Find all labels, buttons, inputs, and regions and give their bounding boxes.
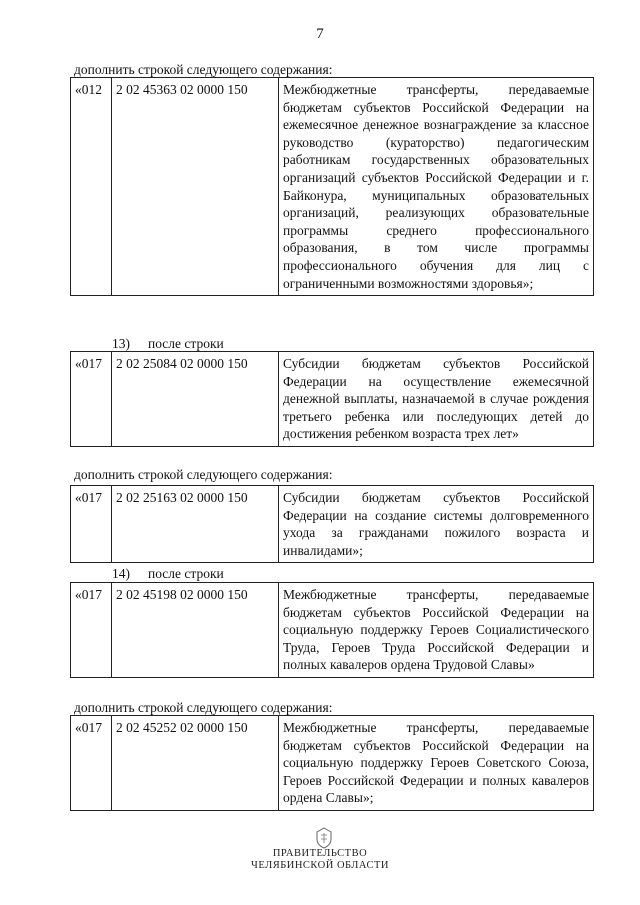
item-text: после строки [148, 566, 224, 581]
footer-line-1: ПРАВИТЕЛЬСТВО [272, 848, 368, 859]
row-kbk: 2 02 25163 02 0000 150 [112, 486, 279, 563]
instruction-text: дополнить строкой следующего содержания: [74, 467, 333, 482]
row-kbk: 2 02 45198 02 0000 150 [112, 583, 279, 678]
budget-row-4 [70, 582, 594, 678]
instruction-text [112, 566, 224, 582]
row-description: Субсидии бюджетам субъектов Российской Федерации на осуществление ежемесячной денежной выплаты, назначаемой в случае рождения третьего ребенка или последующих детей до достижения ребенком возраста трех лет» [279, 352, 594, 447]
row-description: Субсидии бюджетам субъектов Российской Федерации на создание системы долговременного ухода за гражданами пожилого возраста и инвалидами»; [279, 486, 594, 563]
budget-row-5 [70, 715, 594, 811]
footer-line-2: ЧЕЛЯБИНСКОЙ ОБЛАСТИ [251, 860, 389, 871]
instruction-text: дополнить строкой следующего содержания: [74, 62, 333, 77]
row-code: «017 [71, 583, 112, 678]
row-description: Межбюджетные трансферты, передаваемые бюджетам субъектов Российской Федерации на социальную поддержку Героев Советского Союза, Героев Российской Федерации и полных кавалеров ордена Славы»; [279, 716, 594, 811]
coat-of-arms-emblem [312, 826, 336, 850]
row-kbk: 2 02 25084 02 0000 150 [112, 352, 279, 447]
instruction-text [112, 336, 224, 352]
row-code: «017 [71, 486, 112, 563]
item-text: после строки [148, 336, 224, 351]
row-description: Межбюджетные трансферты, передаваемые бюджетам субъектов Российской Федерации на социальную поддержку Героев Социалистического Труда, Героев Труда Российской Федерации и полных кавалеров ордена Трудовой Славы» [279, 583, 594, 678]
budget-row-2 [70, 351, 594, 447]
row-description: Межбюджетные трансферты, передаваемые бюджетам субъектов Российской Федерации на ежемесячное денежное вознаграждение за классное руководство (кураторство) педагогическим работникам государственных образовательных организаций субъектов Российской Федерации и г. Байконура, муниципальных образовательных организаций, реализующих образовательные программы среднего профессионального образования, в том числе программы профессионального обучения для лиц с ограниченными возможностями здоровья»; [279, 78, 594, 296]
row-kbk: 2 02 45363 02 0000 150 [112, 78, 279, 296]
footer-stamp [0, 848, 640, 872]
row-kbk: 2 02 45252 02 0000 150 [112, 716, 279, 811]
item-number: 14) [112, 566, 130, 581]
item-number: 13) [112, 336, 130, 351]
instruction-text: дополнить строкой следующего содержания: [74, 700, 333, 715]
row-code: «012 [71, 78, 112, 296]
budget-row-1 [70, 77, 594, 296]
row-code: «017 [71, 716, 112, 811]
page-number: 7 [316, 26, 324, 42]
row-code: «017 [71, 352, 112, 447]
budget-row-3 [70, 485, 594, 563]
